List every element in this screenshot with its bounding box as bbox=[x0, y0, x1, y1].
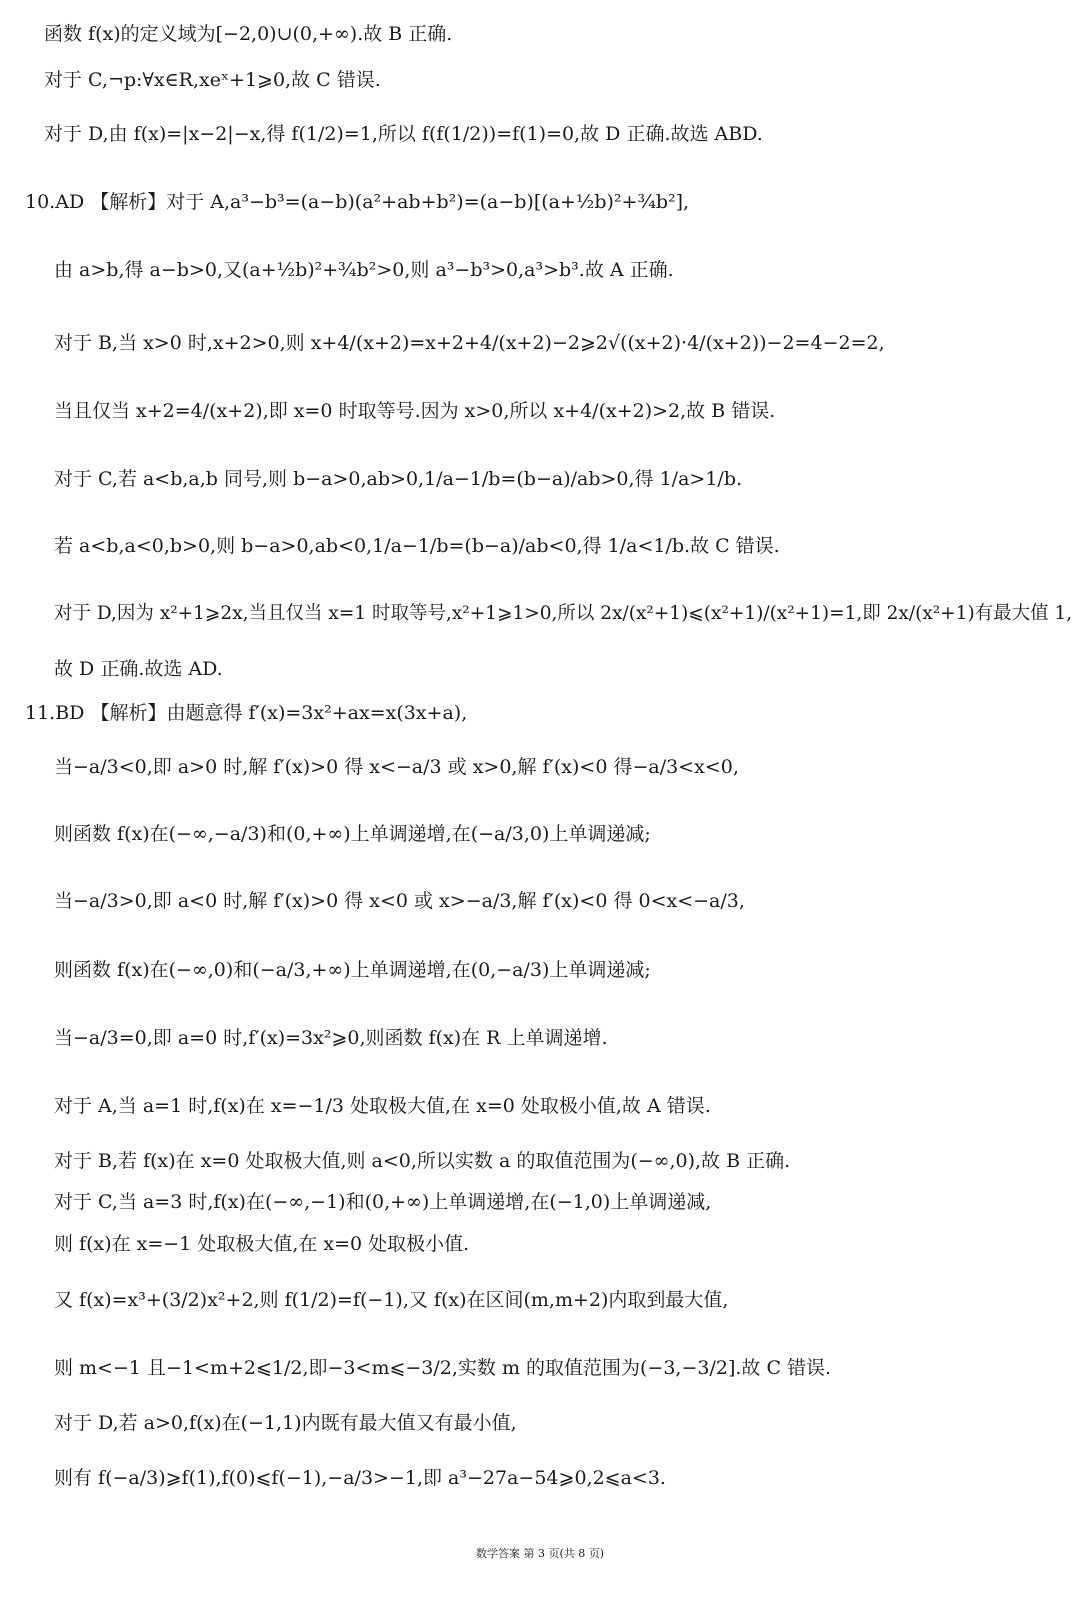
text-line-8: 对于 C,若 a<b,a,b 同号,则 b−a>0,ab>0,1/a−1/b=(b−a)/ab>0,得 1/a>1/b. bbox=[54, 468, 743, 490]
text-line-7: 当且仅当 x+2=4/(x+2),即 x=0 时取等号.因为 x>0,所以 x+4/(x+2)>2,故 B 错误. bbox=[54, 400, 776, 422]
text-line-11: 故 D 正确.故选 AD. bbox=[54, 658, 223, 680]
text-line-10: 对于 D,因为 x²+1⩾2x,当且仅当 x=1 时取等号,x²+1⩾1>0,所以 2x/(x²+1)⩽(x²+1)/(x²+1)=1,即 2x/(x²+1)有最大值 1, bbox=[54, 603, 1073, 624]
text-line-1: 函数 f(x)的定义域为[−2,0)∪(0,+∞).故 B 正确. bbox=[44, 23, 453, 45]
text-line-21: 则 f(x)在 x=−1 处取极大值,在 x=0 处取极小值. bbox=[54, 1233, 470, 1255]
text-line-15: 当−a/3>0,即 a<0 时,解 f′(x)>0 得 x<0 或 x>−a/3,解 f′(x)<0 得 0<x<−a/3, bbox=[54, 890, 745, 912]
text-line-9: 若 a<b,a<0,b>0,则 b−a>0,ab<0,1/a−1/b=(b−a)/ab<0,得 1/a<1/b.故 C 错误. bbox=[54, 535, 780, 557]
text-line-19: 对于 B,若 f(x)在 x=0 处取极大值,则 a<0,所以实数 a 的取值范围为(−∞,0),故 B 正确. bbox=[54, 1150, 791, 1172]
text-line-18: 对于 A,当 a=1 时,f(x)在 x=−1/3 处取极大值,在 x=0 处取极小值,故 A 错误. bbox=[54, 1095, 711, 1117]
text-line-3: 对于 D,由 f(x)=|x−2|−x,得 f(1/2)=1,所以 f(f(1/2))=f(1)=0,故 D 正确.故选 ABD. bbox=[44, 123, 763, 145]
text-line-2: 对于 C,¬p:∀x∈R,xeˣ+1⩾0,故 C 错误. bbox=[44, 69, 381, 91]
text-line-24: 对于 D,若 a>0,f(x)在(−1,1)内既有最大值又有最小值, bbox=[54, 1412, 517, 1434]
text-line-5: 由 a>b,得 a−b>0,又(a+½b)²+¾b²>0,则 a³−b³>0,a³>b³.故 A 正确. bbox=[54, 259, 674, 281]
text-line-22: 又 f(x)=x³+(3/2)x²+2,则 f(1/2)=f(−1),又 f(x)在区间(m,m+2)内取到最大值, bbox=[54, 1289, 729, 1311]
text-line-16: 则函数 f(x)在(−∞,0)和(−a/3,+∞)上单调递增,在(0,−a/3)上单调递减; bbox=[54, 959, 651, 981]
text-line-14: 则函数 f(x)在(−∞,−a/3)和(0,+∞)上单调递增,在(−a/3,0)上单调递减; bbox=[54, 823, 651, 845]
text-line-17: 当−a/3=0,即 a=0 时,f′(x)=3x²⩾0,则函数 f(x)在 R 上单调递增. bbox=[54, 1027, 608, 1049]
answer-11-heading: 11.BD 【解析】由题意得 f′(x)=3x²+ax=x(3x+a), bbox=[25, 702, 468, 724]
text-line-6: 对于 B,当 x>0 时,x+2>0,则 x+4/(x+2)=x+2+4/(x+2)−2⩾2√((x+2)·4/(x+2))−2=4−2=2, bbox=[54, 332, 885, 354]
text-line-23: 则 m<−1 且−1<m+2⩽1/2,即−3<m⩽−3/2,实数 m 的取值范围为(−3,−3/2].故 C 错误. bbox=[54, 1357, 832, 1379]
text-line-20: 对于 C,当 a=3 时,f(x)在(−∞,−1)和(0,+∞)上单调递增,在(−1,0)上单调递减, bbox=[54, 1191, 712, 1213]
text-line-13: 当−a/3<0,即 a>0 时,解 f′(x)>0 得 x<−a/3 或 x>0,解 f′(x)<0 得−a/3<x<0, bbox=[54, 756, 739, 778]
text-line-25: 则有 f(−a/3)⩾f(1),f(0)⩽f(−1),−a/3>−1,即 a³−27a−54⩾0,2⩽a<3. bbox=[54, 1467, 666, 1489]
answer-10-heading: 10.AD 【解析】对于 A,a³−b³=(a−b)(a²+ab+b²)=(a−b)[(a+½b)²+¾b²], bbox=[25, 191, 690, 213]
page-footer: 数学答案 第 3 页(共 8 页) bbox=[475, 1547, 605, 1560]
